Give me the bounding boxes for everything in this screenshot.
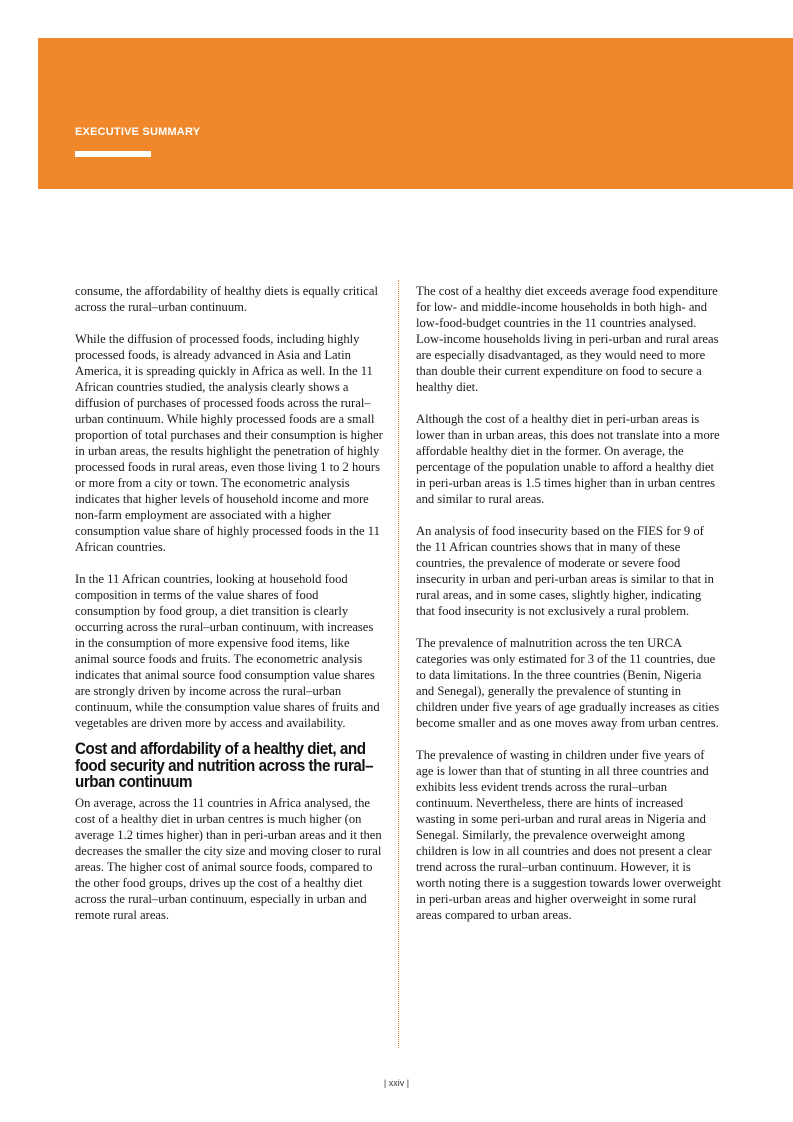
paragraph: An analysis of food insecurity based on the FIES for 9 of the 11 African countries shows that in many of these countries, the prevalence of moderate or severe food insecurity in urban and peri-urban areas is similar to that in rural areas, and in some cases, slightly higher, indicating that food insecurity is not exclusively a rural problem.: [416, 524, 714, 618]
section-label: EXECUTIVE SUMMARY: [75, 126, 201, 138]
right-column: [416, 283, 722, 939]
paragraph: Although the cost of a healthy diet in peri-urban areas is lower than in urban areas, this does not translate into a more affordable healthy diet in the former. On average, the percentage of the population unable to afford a healthy diet in peri-urban areas is 1.5 times higher than in urban centres and similar to rural areas.: [416, 412, 720, 506]
paragraph: While the diffusion of processed foods, including highly processed foods, is already advanced in Asia and Latin America, it is spreading quickly in Africa as well. In the 11 African countries studied, the analysis clearly shows a diffusion of purchases of processed foods across the rural–urban continuum. While highly processed foods are a small proportion of total purchases and their consumption is higher in urban areas, the results highlight the penetration of highly processed foods in rural areas, even those living 1 to 2 hours or more from a city or town. The econometric analysis indicates that higher levels of household income and more non-farm employment are associated with a higher consumption value share of highly processed foods in the 11 African countries.: [75, 332, 383, 554]
column-divider: [398, 280, 399, 1048]
section-underline: [75, 151, 151, 157]
paragraph: consume, the affordability of healthy diets is equally critical across the rural–urban continuum.: [75, 284, 378, 314]
section-heading: Cost and affordability of a healthy diet, and food security and nutrition across the rural–urban continuum: [75, 740, 374, 791]
paragraph: On average, across the 11 countries in Africa analysed, the cost of a healthy diet in urban centres is much higher (on average 1.2 times higher) than in peri-urban areas and it then decreases the smaller the city size and moving closer to rural areas. The higher cost of animal source foods, compared to the other food groups, drives up the cost of a healthy diet across the rural–urban continuum, especially in urban and remote rural areas.: [75, 795, 382, 922]
header-banner: [38, 38, 793, 189]
paragraph: The prevalence of malnutrition across the ten URCA categories was only estimated for 3 of the 11 countries, due to data limitations. In the three countries (Benin, Nigeria and Senegal), generally the prevalence of stunting in children under five years of age gradually increases as cities become smaller and as one moves away from urban centres.: [416, 636, 720, 730]
left-column: [75, 283, 383, 939]
paragraph: The cost of a healthy diet exceeds average food expenditure for low- and middle-income households in both high- and low-food-budget countries in the 11 countries analysed. Low-income households living in peri-urban and rural areas are especially disadvantaged, as they would need to more than double their current expenditure on food to secure a healthy diet.: [416, 284, 719, 394]
paragraph: The prevalence of wasting in children under five years of age is lower than that of stunting in all three countries and exhibits less evident trends across the rural–urban continuum. Nevertheless, there are hints of increased wasting in some peri-urban and rural areas in Nigeria and Senegal. Similarly, the prevalence overweight among children is low in all countries and does not present a clear trend across the rural–urban continuum. However, it is worth noting there is a suggestion towards lower overweight in peri-urban areas and higher overweight in some rural areas compared to urban areas.: [416, 748, 721, 922]
page-number: | xxiv |: [383, 1078, 410, 1088]
paragraph: In the 11 African countries, looking at household food composition in terms of the value shares of food consumption by food group, a diet transition is clearly occurring across the rural–urban continuum, with increases in the consumption of more expensive food items, like animal source foods and fruits. The econometric analysis indicates that animal source food consumption value shares are strongly driven by income across the rural–urban continuum, while the consumption value shares of fruits and vegetables are driven more by access and availability.: [75, 572, 380, 730]
